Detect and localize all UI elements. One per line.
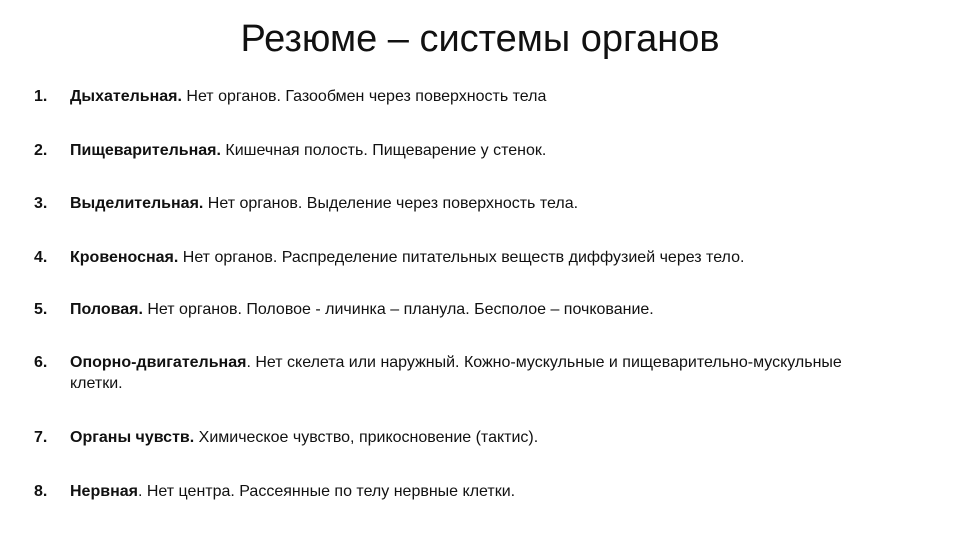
item-number: 8. — [34, 483, 48, 500]
item-term: Пищеварительная. — [70, 142, 221, 159]
item-number: 6. — [34, 354, 48, 371]
item-content — [70, 481, 880, 502]
item-number: 1. — [34, 88, 48, 105]
item-term: Опорно-двигательная — [70, 354, 247, 371]
item-text: Нет органов. Выделение через поверхность тела. — [203, 195, 579, 212]
item-text: . Нет центра. Рассеянные по телу нервные клетки. — [137, 483, 516, 500]
item-content — [70, 86, 880, 107]
item-number: 2. — [34, 142, 48, 159]
item-content — [70, 352, 880, 394]
item-number: 3. — [34, 195, 48, 212]
item-term: Дыхательная. — [70, 88, 182, 105]
slide-title: Резюме – системы органов — [240, 18, 720, 60]
item-content — [70, 247, 880, 268]
item-number: 7. — [34, 429, 48, 446]
item-content — [70, 299, 880, 320]
item-term: Выделительная. — [70, 195, 204, 212]
item-term: Нервная — [70, 483, 138, 500]
item-content — [70, 427, 880, 448]
item-content — [70, 193, 880, 214]
item-number: 5. — [34, 301, 48, 318]
item-text: Нет органов. Распределение питательных веществ диффузией через тело. — [178, 249, 745, 266]
item-number: 4. — [34, 249, 48, 266]
item-text: Химическое чувство, прикосновение (тактис). — [194, 429, 539, 446]
item-text: . Нет скелета или наружный. Кожно-мускульные и пищеварительно-мускульные клетки. — [70, 354, 842, 392]
item-text: Кишечная полость. Пищеварение у стенок. — [220, 142, 547, 159]
item-term: Кровеносная. — [70, 249, 179, 266]
item-content — [70, 140, 880, 161]
item-text: Нет органов. Газообмен через поверхность тела — [181, 88, 547, 105]
item-term: Половая. — [70, 301, 143, 318]
item-term: Органы чувств. — [70, 429, 195, 446]
item-text: Нет органов. Половое - личинка – планула. Бесполое – почкование. — [142, 301, 654, 318]
